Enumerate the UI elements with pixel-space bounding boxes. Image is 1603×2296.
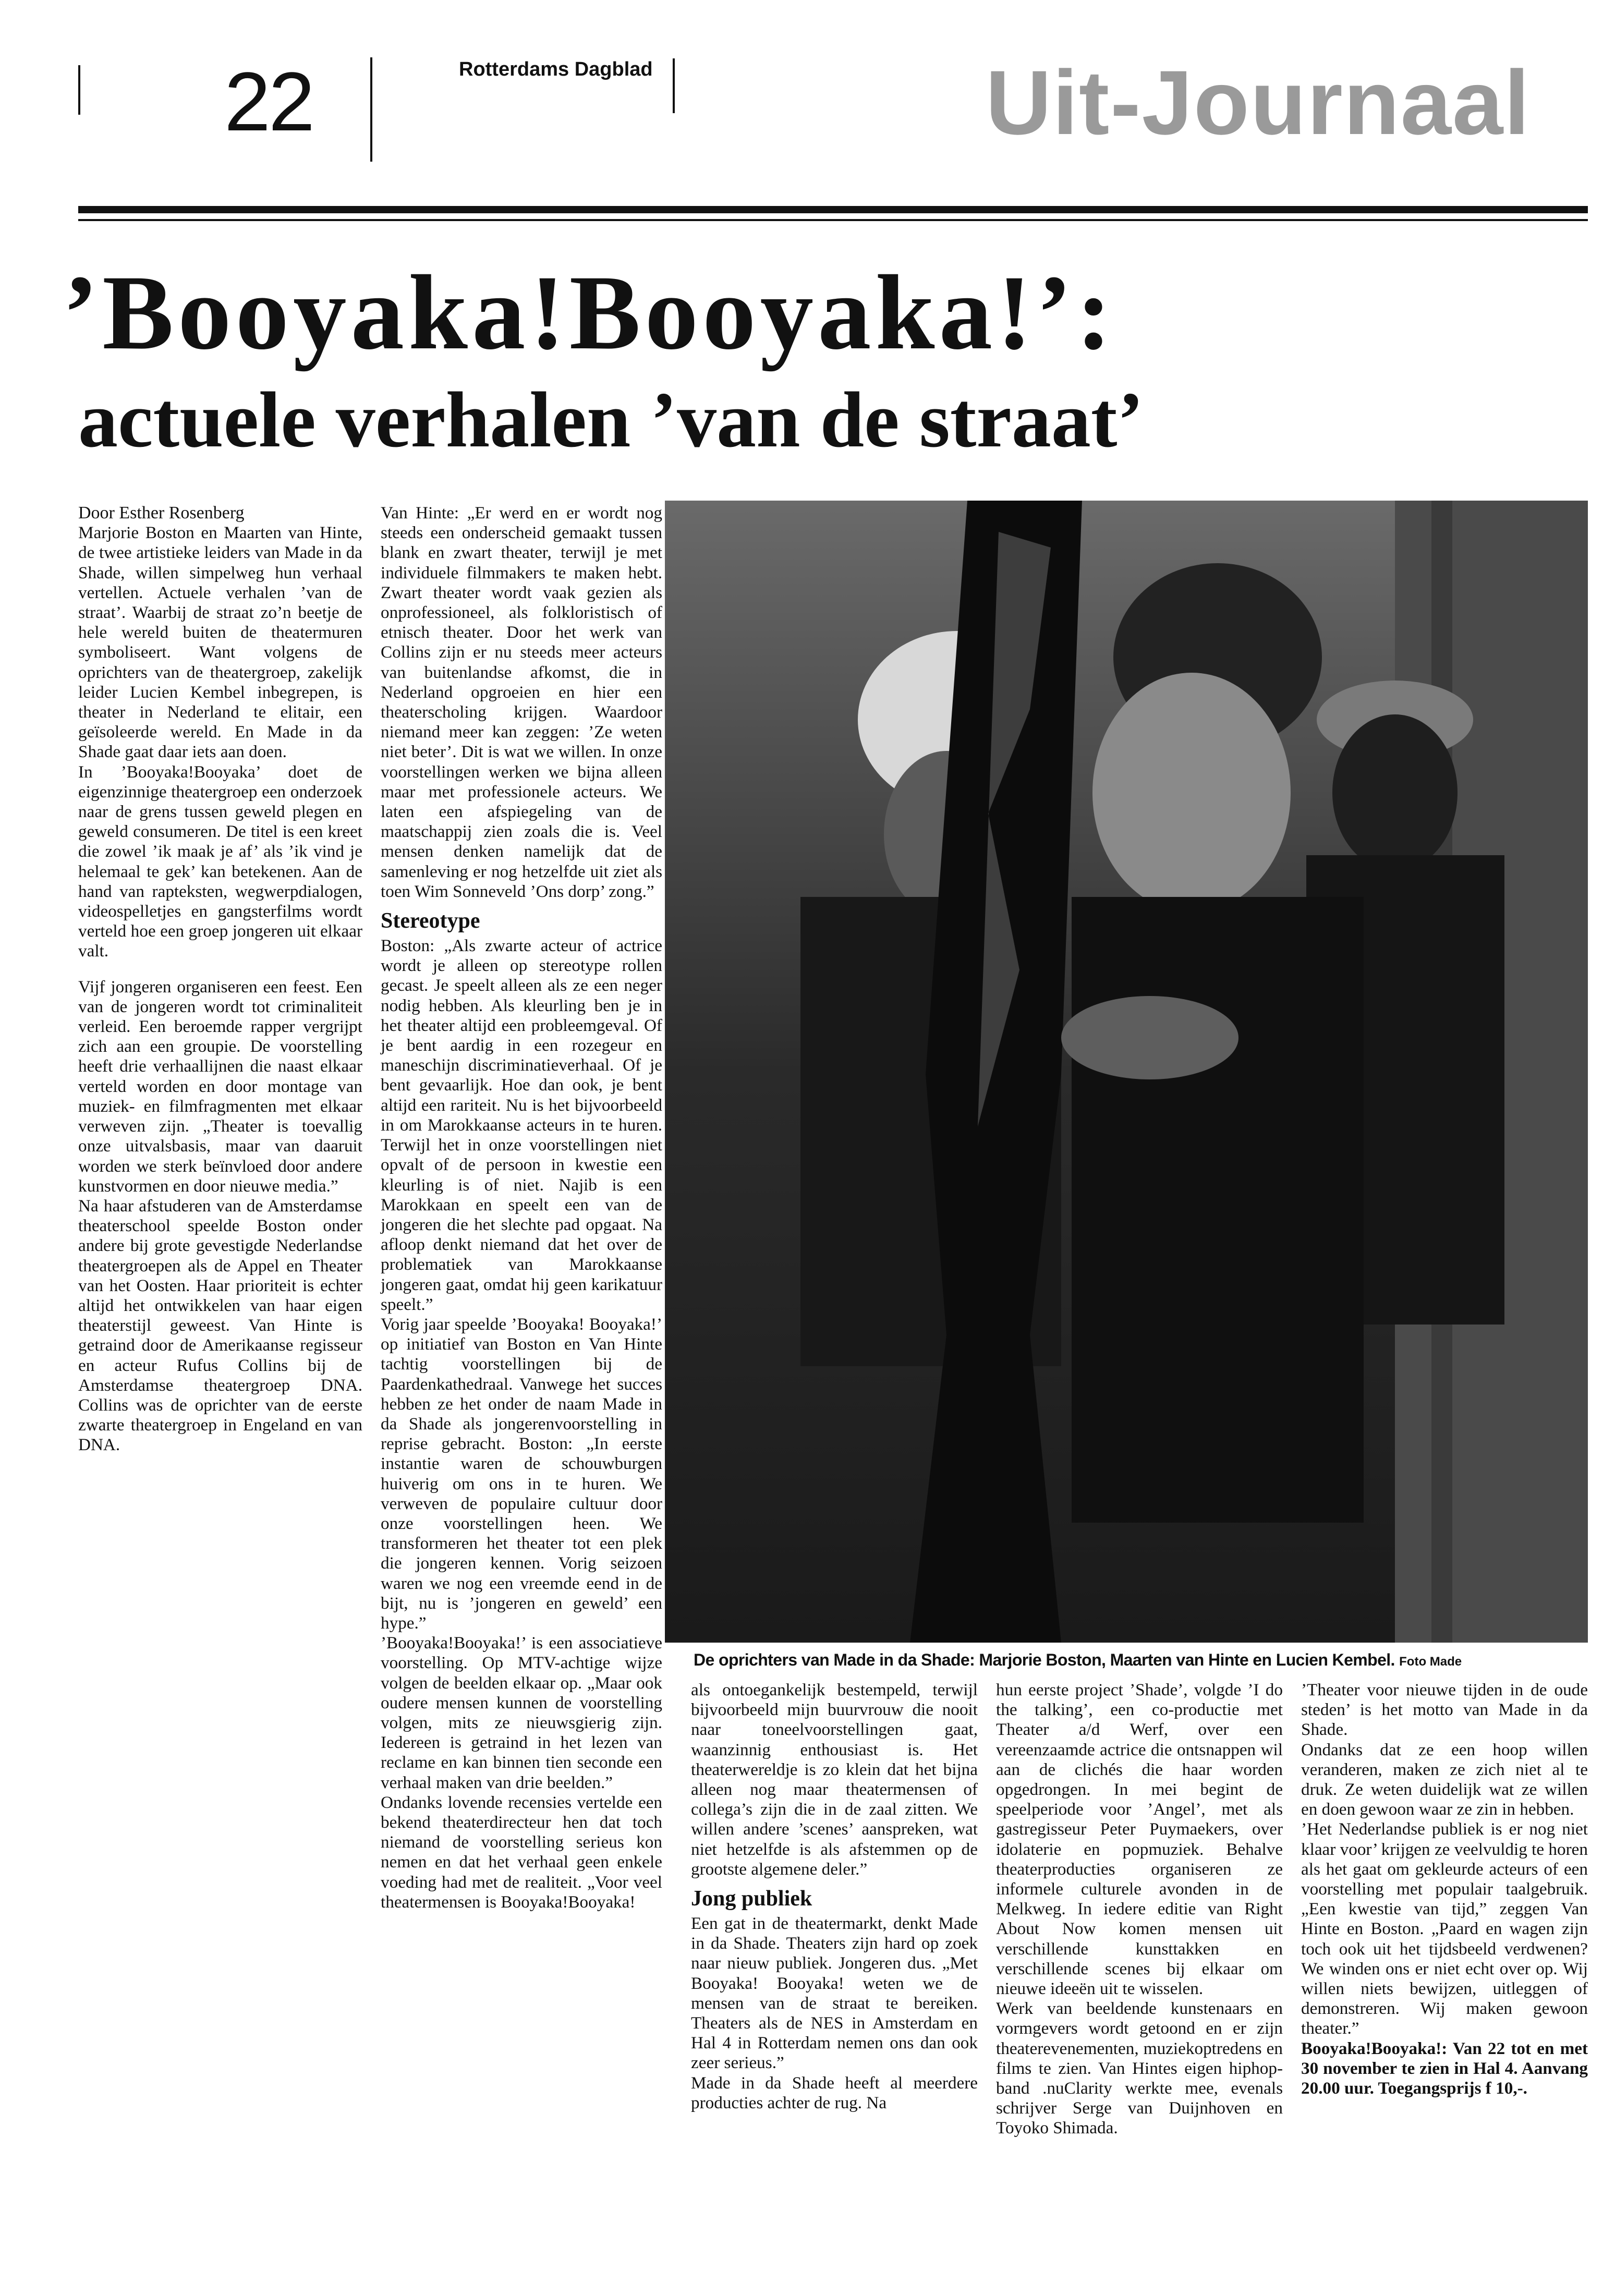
headline-line-1: ’Booyaka!Booyaka!’: <box>63 253 1116 372</box>
article-column-1 <box>78 503 362 1455</box>
page-number: 22 <box>224 55 313 148</box>
article-column-3 <box>691 1680 978 2113</box>
paragraph: Made in da Shade heeft al meerdere producties achter de rug. Na <box>691 2073 978 2112</box>
photo-credit: Foto Made <box>1399 1655 1462 1669</box>
caption-text: De oprichters van Made in da Shade: Marjorie Boston, Maarten van Hinte en Lucien Kembel. <box>694 1650 1395 1669</box>
paragraph: ’Het Nederlandse publiek is er nog niet klaar voor’ krijgen ze veelvuldig te horen als het gaat om gekleurde acteurs of een voorstelling met populair taalgebruik. „Een kwestie van tijd,” zeggen Van Hinte en Boston. „Paard en wagen zijn toch ook uit het tijdsbeeld verdwenen? We winden ons er niet echt over op. Wij willen niets bewijzen, uitleggen of demonstreren. Wij maken gewoon theater.” <box>1301 1819 1588 2038</box>
paragraph: ’Booyaka!Booyaka!’ is een associatieve voorstelling. Op MTV-achtige wijze volgen de beelden elkaar op. „Maar ook oudere mensen kunnen de voorstelling volgen, mits ze nieuwsgierig zijn. Iedereen is getraind in het lezen van reclame en kan binnen tien seconde een verhaal maken van drie beelden.” <box>381 1633 662 1792</box>
subhead-jong-publiek: Jong publiek <box>691 1887 812 1911</box>
paragraph: Ondanks dat ze een hoop willen veranderen, maken ze zich niet al te druk. Ze weten duidelijk wat ze willen en doen gewoon waar ze zin in hebben. <box>1301 1740 1588 1819</box>
header-rule-left <box>78 65 80 115</box>
paragraph: hun eerste project ’Shade’, volgde ’I do the talking’, een co-productie met Theater a/d Werf, over een vereenzaamde actrice die ontsnappen wil aan de clichés die haar worden opgedrongen. In mei begint de speelperiode voor ’Angel’, met als gastregisseur Peter Puymaekers, over idolaterie en popmuziek. Behalve theaterproducties organiseren ze informele culturele avonden in de Melkweg. In iedere editie van Right About Now komen mensen uit verschillende kunsttakken en verschillende scenes bij elkaar om nieuwe ideeën uit te wisselen. <box>996 1680 1283 1999</box>
byline: Door Esther Rosenberg <box>78 503 245 523</box>
paragraph: Een gat in de theatermarkt, denkt Made in da Shade. Theaters zijn hard op zoek naar nieuw publiek. Jongeren dus. „Met Booyaka! Booyaka! weten we de mensen van de straat te bereiken. Theaters als de NES in Amsterdam en Hal 4 in Rotterdam nemen ons dan ook zeer serieus.” <box>691 1914 978 2073</box>
paragraph: Vijf jongeren organiseren een feest. Een van de jongeren wordt tot criminaliteit verleid. Een beroemde rapper vergrijpt zich aan een groupie. De voorstelling heeft drie verhaallijnen die naast elkaar verteld worden en door montage van muziek- en filmfragmenten met elkaar verweven zijn. „Theater is toevallig onze uitvalsbasis, maar van daaruit worden we sterk beïnvloed door andere kunstvormen en door nieuwe media.” <box>78 977 362 1196</box>
event-info: Booyaka!Booyaka!: Van 22 tot en met 30 november te zien in Hal 4. Aanvang 20.00 uur. Toegangsprijs f 10,-. <box>1301 2038 1588 2098</box>
article-photo <box>665 501 1588 1643</box>
paragraph: Vorig jaar speelde ’Booyaka! Booyaka!’ op initiatief van Boston en Van Hinte tachtig voorstellingen bij de Paardenkathedraal. Vanwege het succes hebben ze het onder de naam Made in da Shade als jongerenvoorstelling in reprise gebracht. Boston: „In eerste instantie waren de schouwburgen huiverig om ons in te huren. We verweven de populaire cultuur door onze voorstellingen heen. We transformeren het theater tot een plek die jongeren kennen. Vorig seizoen waren we nog een vreemde eend in de bijt, nu is ’jongeren en geweld’ een hype.” <box>381 1314 662 1633</box>
header-bottom-rule <box>78 206 1588 213</box>
header-bottom-thin-rule <box>78 219 1588 221</box>
paragraph: In ’Booyaka!Booyaka’ doet de eigenzinnige theatergroep een onderzoek naar de grens tussen geweld plegen en geweld consumeren. De titel is een kreet die zowel ’ik maak je af’ als ’ik vind je helemaal te gek’ kan betekenen. Aan de hand van rapteksten, wegwerpdialogen, videospelletjes en gangsterfilms wordt verteld hoe een groep jongeren uit elkaar valt. <box>78 762 362 961</box>
subhead-stereotype: Stereotype <box>381 909 480 933</box>
article-column-4 <box>996 1680 1283 2139</box>
paragraph: Werk van beeldende kunstenaars en vormgevers wordt getoond en er zijn theaterevenementen, muziekoptredens en films te zien. Van Hintes eigen hiphop-band .nuClarity werkte mee, evenals schrijver Serge van Duijnhoven en Toyoko Shimada. <box>996 1999 1283 2138</box>
header-rule-mid <box>370 57 372 162</box>
paragraph: Boston: „Als zwarte acteur of actrice wordt je alleen op stereotype rollen gecast. Je speelt alleen als ze een neger nodig hebben. Als kleurling ben je in het theater altijd een probleemgeval. Of je bent aardig in een rozegeur en maneschijn discriminatieverhaal. Of je bent gevaarlijk. Hoe dan ook, je bent altijd een rariteit. Nu is het bijvoorbeeld in om Marokkaanse acteurs in te huren. Terwijl het in onze voorstellingen niet opvalt of de persoon in kwestie een kleurling is of niet. Najib is een Marokkaan en speelt een van de jongeren die het slechte pad opgaat. Na afloop denkt niemand dat het over de problematiek van Marokkaanse jongeren gaat, omdat hij geen karikatuur speelt.” <box>381 936 662 1314</box>
header-rule-right <box>673 58 675 113</box>
paragraph: Van Hinte: „Er werd en er wordt nog steeds een onderscheid gemaakt tussen blank en zwart theater, terwijl je met individuele filmmakers te maken hebt. Zwart theater wordt vaak gezien als onprofessioneel, als folkloristisch of etnisch theater. Door het werk van Collins zijn er nu steeds meer acteurs van buitenlandse afkomst, die in Nederland opgroeien en hier een theaterscholing krijgen. Waardoor niemand meer kan zeggen: ’Ze weten niet beter’. Dit is wat we willen. In onze voorstellingen werken we bijna alleen maar met professionele acteurs. We laten een afspiegeling van de maatschappij zien zoals die is. Veel mensen denken namelijk dat de samenleving er nog hetzelfde uit ziet als toen Wim Sonneveld ’Ons dorp’ zong.” <box>381 503 662 901</box>
publication-name: Rotterdams Dagblad <box>459 58 653 80</box>
article-column-5 <box>1301 1680 1588 2098</box>
section-title: Uit-Journaal <box>986 52 1531 154</box>
article-column-2 <box>381 503 662 1912</box>
paragraph: Marjorie Boston en Maarten van Hinte, de twee artistieke leiders van Made in da Shade, willen simpelweg hun verhaal vertellen. Actuele verhalen ’van de straat’. Waarbij de straat zo’n beetje de hele wereld buiten de theatermuren symboliseert. Want volgens de oprichters van de theatergroep, zakelijk leider Lucien Kembel inbegrepen, is theater in Nederland te elitair, een geïsoleerde wereld. En Made in da Shade gaat daar iets aan doen. <box>78 523 362 762</box>
photo-caption <box>694 1650 1596 1670</box>
paragraph: ’Theater voor nieuwe tijden in de oude steden’ is het motto van Made in da Shade. <box>1301 1680 1588 1740</box>
paragraph: Ondanks lovende recensies vertelde een bekend theaterdirecteur hen dat toch niemand de voorstelling serieus kon nemen en dat het verhaal geen enkele voeding had met de realiteit. „Voor veel theatermensen is Booyaka!Booyaka! <box>381 1792 662 1912</box>
paragraph: Na haar afstuderen van de Amsterdamse theaterschool speelde Boston onder andere bij grote gevestigde Nederlandse theatergroepen als de Appel en Theater van het Oosten. Haar prioriteit is echter altijd het ontwikkelen van haar eigen theaterstijl geweest. Van Hinte is getraind door de Amerikaanse regisseur en acteur Rufus Collins bij de Amsterdamse theatergroep DNA. Collins was de oprichter van de eerste zwarte theatergroep in Engeland en van DNA. <box>78 1196 362 1455</box>
photo-illustration <box>665 501 1588 1643</box>
headline-line-2: actuele verhalen ’van de straat’ <box>78 376 1144 464</box>
paragraph: als ontoegankelijk bestempeld, terwijl bijvoorbeeld mijn buurvrouw die nooit naar toneelvoorstellingen gaat, waanzinnig enthousiast is. Het theaterwereldje is zo klein dat het bijna alleen nog maar theatermensen of collega’s zijn die in de zaal zitten. We willen andere ’scenes’ aanspreken, wat niet hetzelfde is als afstemmen op de grootste algemene deler.” <box>691 1680 978 1879</box>
